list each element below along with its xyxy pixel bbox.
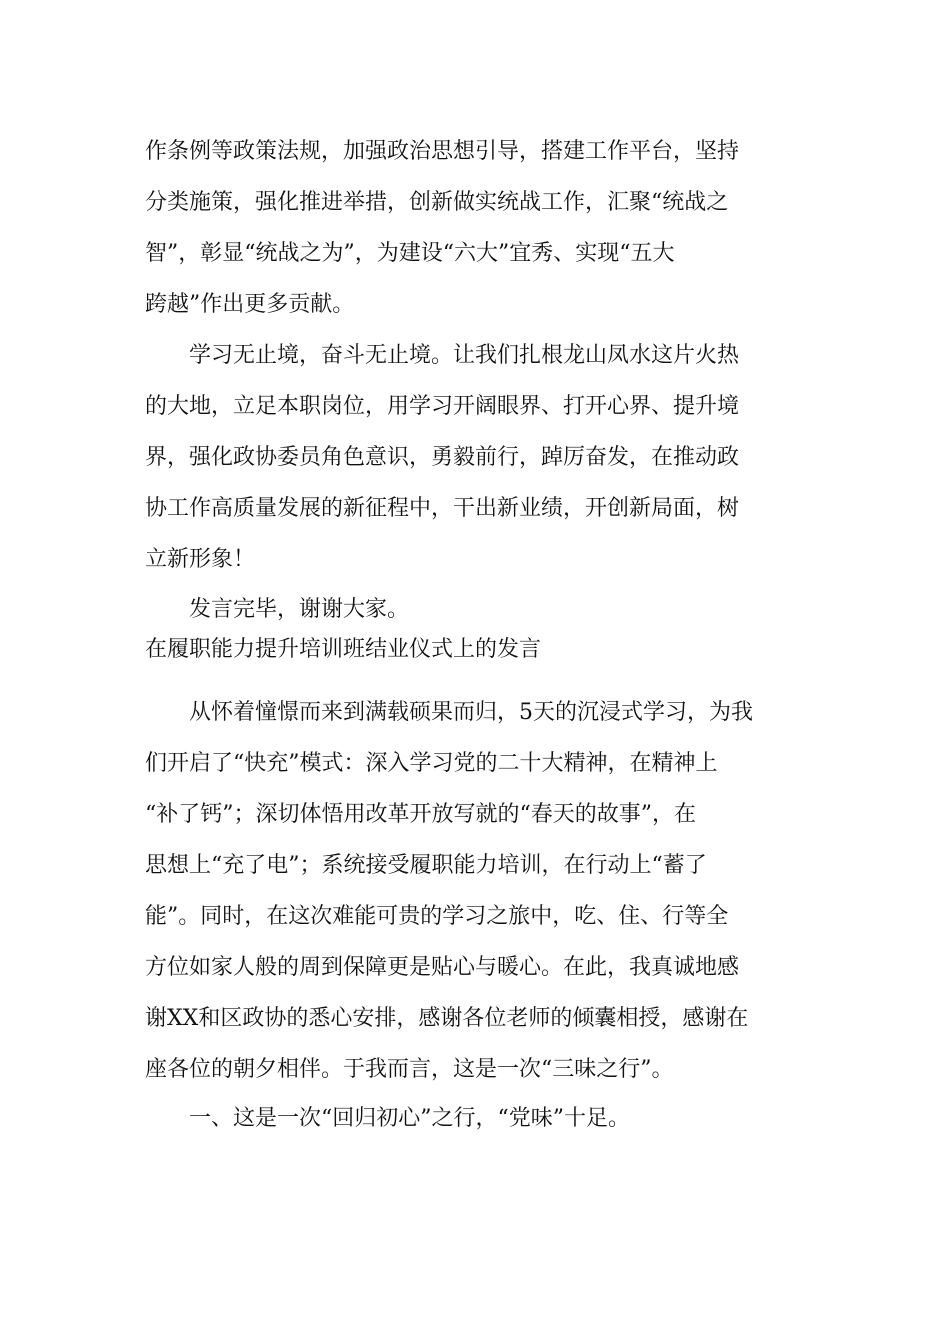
text-line: 分类施策，强化推进举措，创新做实统战工作，汇聚“统战之	[145, 190, 729, 215]
text-line: “补了钙”；深切体悟用改革开放写就的“春天的故事”，在	[145, 802, 696, 827]
text-line: 学习无止境，奋斗无止境。让我们扎根龙山凤水这片火热	[189, 343, 740, 368]
text-line: 界，强化政协委员角色意识，勇毅前行，踔厉奋发，在推动政	[145, 445, 740, 470]
text-line: 协工作高质量发展的新征程中，干出新业绩，开创新局面，树	[145, 496, 740, 521]
section-title	[145, 624, 810, 675]
text-line: 谢XX和区政协的悉心安排，感谢各位老师的倾囊相授，感谢在	[145, 1006, 749, 1031]
text-line: 作条例等政策法规，加强政治思想引导，搭建工作平台，坚持	[145, 139, 740, 164]
text-line: 能”。同时，在这次难能可贵的学习之旅中，吃、住、行等全	[145, 904, 729, 929]
text-line: 座各位的朝夕相伴。于我而言，这是一次“三味之行”。	[145, 1057, 674, 1082]
paragraph-point-one	[145, 1093, 810, 1144]
paragraph	[145, 330, 810, 585]
text-line: 发言完毕，谢谢大家。	[189, 597, 410, 622]
text-line: 智”，彰显“统战之为”，为建设“六大”宜秀、实现“五大	[145, 241, 675, 266]
text-line: 的大地，立足本职岗位，用学习开阔眼界、打开心界、提升境	[145, 394, 740, 419]
paragraph	[145, 1093, 810, 1144]
paragraph-intro	[145, 687, 810, 1095]
text-line: 们开启了“快充”模式：深入学习党的二十大精神，在精神上	[145, 751, 718, 776]
text-line: 思想上“充了电”；系统接受履职能力培训，在行动上“蓄了	[145, 853, 707, 878]
text-line: 一、这是一次“回归初心”之行，“党味”十足。	[189, 1106, 630, 1131]
text-line: 方位如家人般的周到保障更是贴心与暖心。在此，我真诚地感	[145, 955, 740, 980]
text-line: 跨越”作出更多贡献。	[145, 292, 355, 317]
text-line: 立新形象！	[145, 547, 256, 572]
paragraph	[145, 687, 810, 1095]
paragraph	[145, 126, 810, 330]
paragraph-closing	[145, 330, 810, 585]
paragraph-continuation	[145, 126, 810, 330]
document-title: 在履职能力提升培训班结业仪式上的发言	[145, 637, 542, 662]
text-line: 从怀着憧憬而来到满载硕果而归，5天的沉浸式学习，为我	[189, 700, 753, 725]
